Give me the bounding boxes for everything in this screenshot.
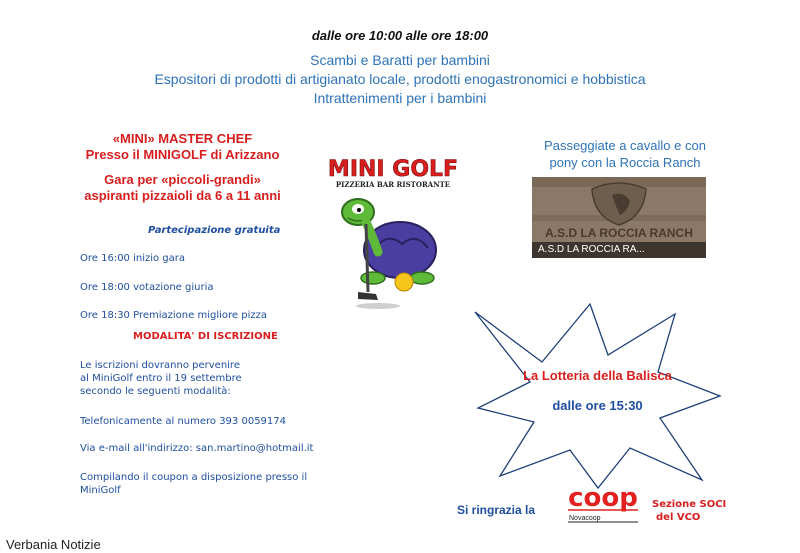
contest-line-2: aspiranti pizzaioli da 6 a 11 anni	[84, 188, 281, 203]
top-hours: dalle ore 10:00 alle ore 18:00	[311, 28, 489, 43]
registration-title: MODALITA' DI ISCRIZIONE	[133, 331, 278, 342]
ranch-sign-text: A.S.D LA ROCCIA RANCH	[545, 226, 693, 240]
schedule-item-awards: Ore 18:30 Premiazione migliore pizza	[80, 310, 267, 321]
turtle-golfer-icon	[342, 199, 436, 309]
source-credit: Verbania Notizie	[6, 537, 101, 552]
email-info: Via e-mail all'indirizzo: san.martino@hotmail.it	[80, 443, 314, 454]
ranch-video-thumbnail[interactable]	[532, 177, 706, 258]
registration-line: secondo le seguenti modalità:	[80, 386, 231, 397]
header-line-exhibitors: Espositori di prodotti di artigianato locale, prodotti enogastronomici e hobbistica	[154, 71, 646, 87]
minigolf-logo-subtitle: PIZZERIA BAR RISTORANTE	[335, 180, 451, 189]
schedule-item-vote: Ore 18:00 votazione giuria	[80, 282, 214, 293]
header-line-entertainment: Intrattenimenti per i bambini	[313, 90, 487, 106]
contest-line-1: Gara per «piccoli-grandi»	[104, 172, 261, 187]
horse-rides-line-2: pony con la Roccia Ranch	[549, 155, 701, 170]
thanks-text: Si ringrazia la	[457, 503, 536, 517]
coupon-info-cont: MiniGolf	[80, 485, 121, 496]
phone-info: Telefonicamente al numero 393 0059174	[80, 416, 287, 427]
registration-line: al MiniGolf entro il 19 settembre	[80, 373, 242, 384]
participation-note: Partecipazione gratuita	[148, 225, 281, 236]
lottery-starburst	[470, 300, 725, 490]
header-line-swap: Scambi e Baratti per bambini	[310, 52, 490, 68]
coop-logo-text: coop	[568, 483, 638, 513]
video-caption: A.S.D LA ROCCIA RA...	[532, 242, 706, 258]
masterchef-location: Presso il MINIGOLF di Arizzano	[85, 147, 280, 162]
coop-logo-subtitle: Novacoop	[569, 515, 601, 522]
minigolf-logo	[318, 152, 468, 317]
masterchef-title: «MINI» MASTER CHEF	[112, 131, 253, 146]
registration-line: Le iscrizioni dovranno pervenire	[80, 360, 240, 371]
minigolf-logo-title: MINI GOLF	[327, 157, 459, 182]
coupon-info: Compilando il coupon a disposizione presso il	[80, 472, 308, 483]
lottery-title: La Lotteria della Balisca	[523, 368, 672, 383]
schedule-item-start: Ore 16:00 inizio gara	[80, 253, 186, 264]
members-section-line-1: Sezione SOCI	[652, 499, 727, 510]
members-section-line-2: del VCO	[656, 512, 701, 523]
coop-logo	[566, 482, 640, 524]
horse-rides-line-1: Passeggiate a cavallo e con	[544, 138, 706, 153]
lottery-hours: dalle ore 15:30	[552, 398, 643, 413]
